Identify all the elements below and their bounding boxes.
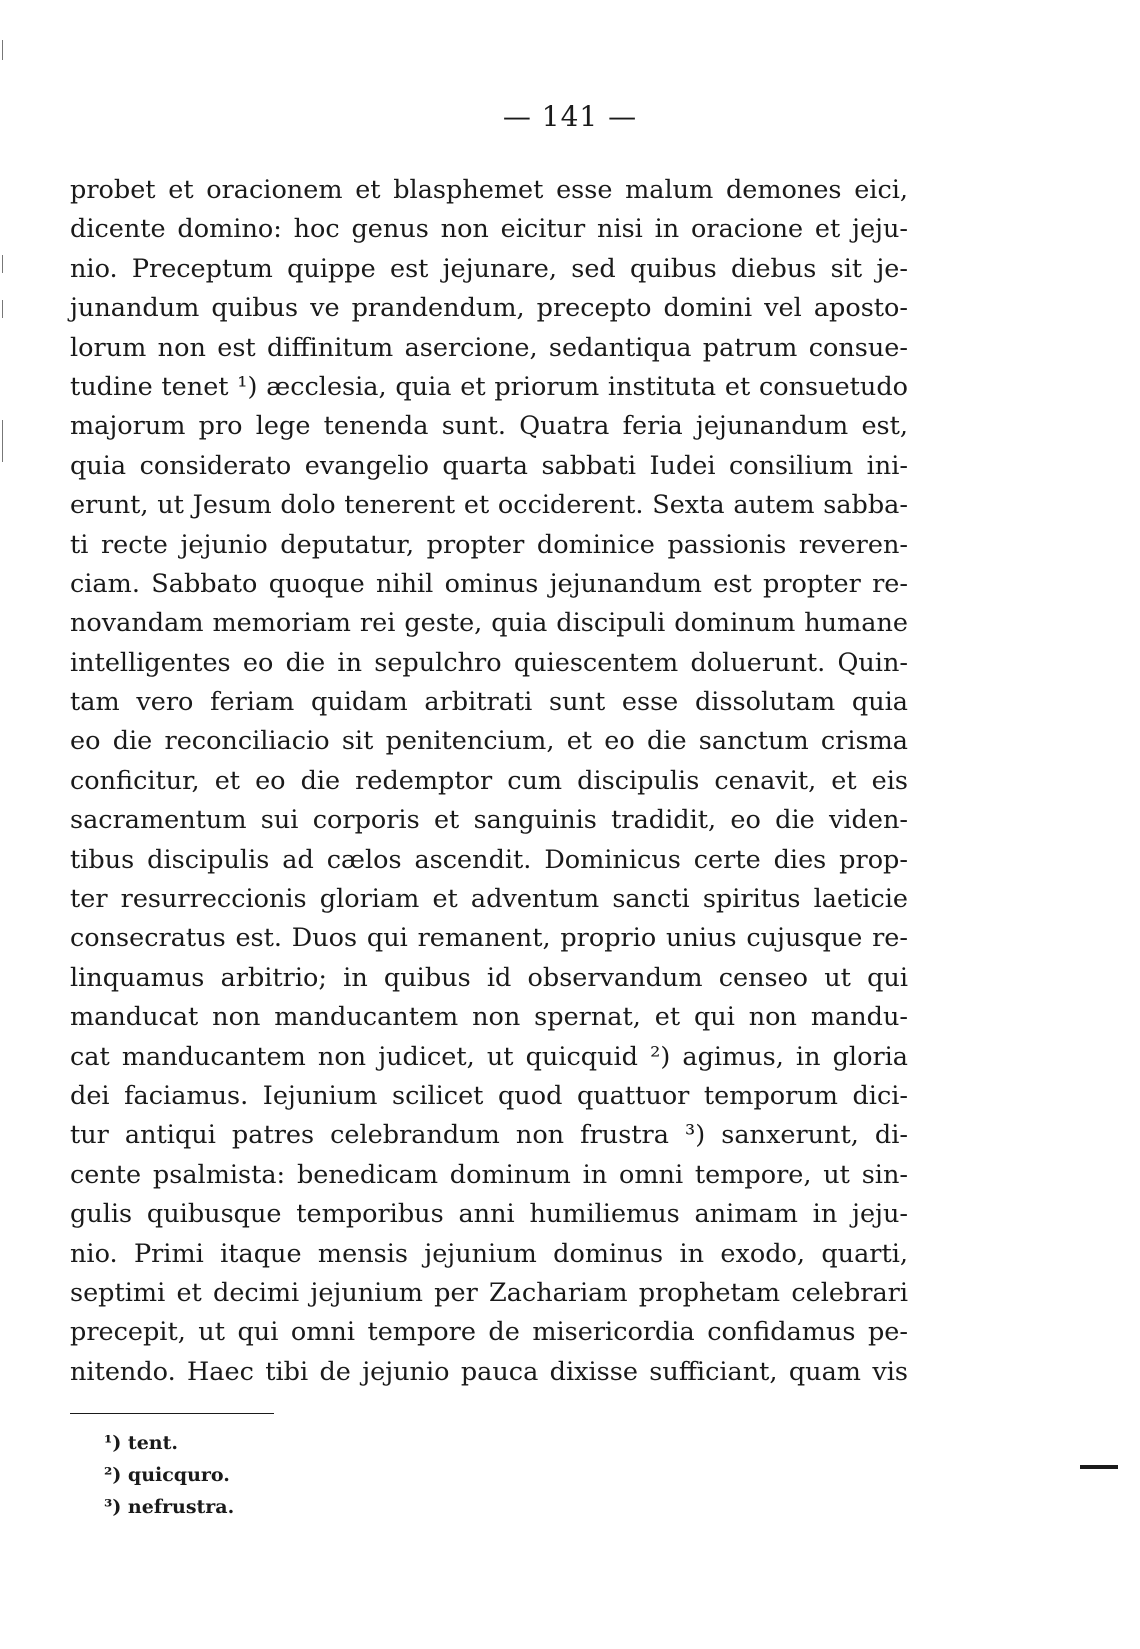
text-line: novandam memoriam rei geste, quia discipuli dominum humane [70, 608, 908, 639]
text-line: intelligentes eo die in sepulchro quiescentem doluerunt. Quin- [70, 647, 908, 678]
text-line: precepit, ut qui omni tempore de misericordia confidamus pe- [70, 1317, 908, 1348]
body-text [70, 171, 908, 1392]
page-number: — 141 — [502, 100, 638, 133]
footnote: ³) nefrustra. [104, 1496, 235, 1518]
text-line: conficitur, et eo die redemptor cum discipulis cenavit, et eis [70, 765, 908, 796]
text-line: nio. Primi itaque mensis jejunium dominus in exodo, quarti, [70, 1238, 908, 1269]
text-line: ciam. Sabbato quoque nihil ominus jejunandum est propter re- [70, 568, 908, 599]
scan-edge-mark [2, 40, 3, 60]
footnote: ¹) tent. [104, 1432, 178, 1454]
text-line: consecratus est. Duos qui remanent, proprio unius cujusque re- [70, 923, 908, 954]
text-line: tam vero feriam quidam arbitrati sunt esse dissolutam quia [70, 687, 908, 718]
text-line: tur antiqui patres celebrandum non frustra ³) sanxerunt, di- [70, 1120, 908, 1151]
text-line: quia considerato evangelio quarta sabbati Iudei consilium ini- [70, 450, 908, 481]
text-line: tudine tenet ¹) æcclesia, quia et priorum instituta et consuetudo [70, 371, 908, 402]
text-line: erunt, ut Jesum dolo tenerent et occiderent. Sexta autem sabba- [70, 490, 908, 521]
text-line: probet et oracionem et blasphemet esse malum demones eici, [70, 175, 908, 205]
footnotes [104, 1427, 234, 1523]
text-line: gulis quibusque temporibus anni humiliemus animam in jeju- [70, 1199, 908, 1230]
text-line: tibus discipulis ad cælos ascendit. Dominicus certe dies prop- [70, 844, 908, 875]
text-line: linquamus arbitrio; in quibus id observandum censeo ut qui [70, 962, 908, 993]
scan-edge-mark [2, 420, 3, 462]
text-line: cat manducantem non judicet, ut quicquid ²) agimus, in gloria [70, 1041, 908, 1072]
text-line: majorum pro lege tenenda sunt. Quatra feria jejunandum est, [70, 411, 908, 442]
text-line: nitendo. Haec tibi de jejunio pauca dixisse sufficiant, quam vis [70, 1356, 908, 1387]
text-line: ter resurreccionis gloriam et adventum sancti spiritus laeticie [70, 884, 908, 915]
text-line: sacramentum sui corporis et sanguinis tradidit, eo die viden- [70, 805, 908, 836]
footnote-separator [70, 1413, 274, 1414]
text-line: dei faciamus. Iejunium scilicet quod quattuor temporum dici- [70, 1080, 908, 1111]
text-line: nio. Preceptum quippe est jejunare, sed quibus diebus sit je- [70, 253, 908, 284]
text-line: eo die reconciliacio sit penitencium, et eo die sanctum crisma [70, 726, 908, 757]
text-line: cente psalmista: benedicam dominum in omni tempore, ut sin- [70, 1159, 908, 1190]
text-line: dicente domino: hoc genus non eicitur nisi in oracione et jeju- [70, 214, 908, 245]
text-line: junandum quibus ve prandendum, precepto domini vel aposto- [70, 293, 908, 324]
footnote: ²) quicquro. [104, 1464, 230, 1486]
margin-mark [1080, 1465, 1118, 1469]
text-line: lorum non est diffinitum asercione, sedantiqua patrum consue- [70, 332, 908, 363]
text-line: septimi et decimi jejunium per Zachariam prophetam celebrari [70, 1277, 908, 1308]
scan-edge-mark [2, 255, 3, 273]
scan-edge-mark [2, 300, 3, 318]
text-line: manducat non manducantem non spernat, et qui non mandu- [70, 1002, 908, 1033]
text-line: ti recte jejunio deputatur, propter dominice passionis reveren- [70, 529, 908, 560]
